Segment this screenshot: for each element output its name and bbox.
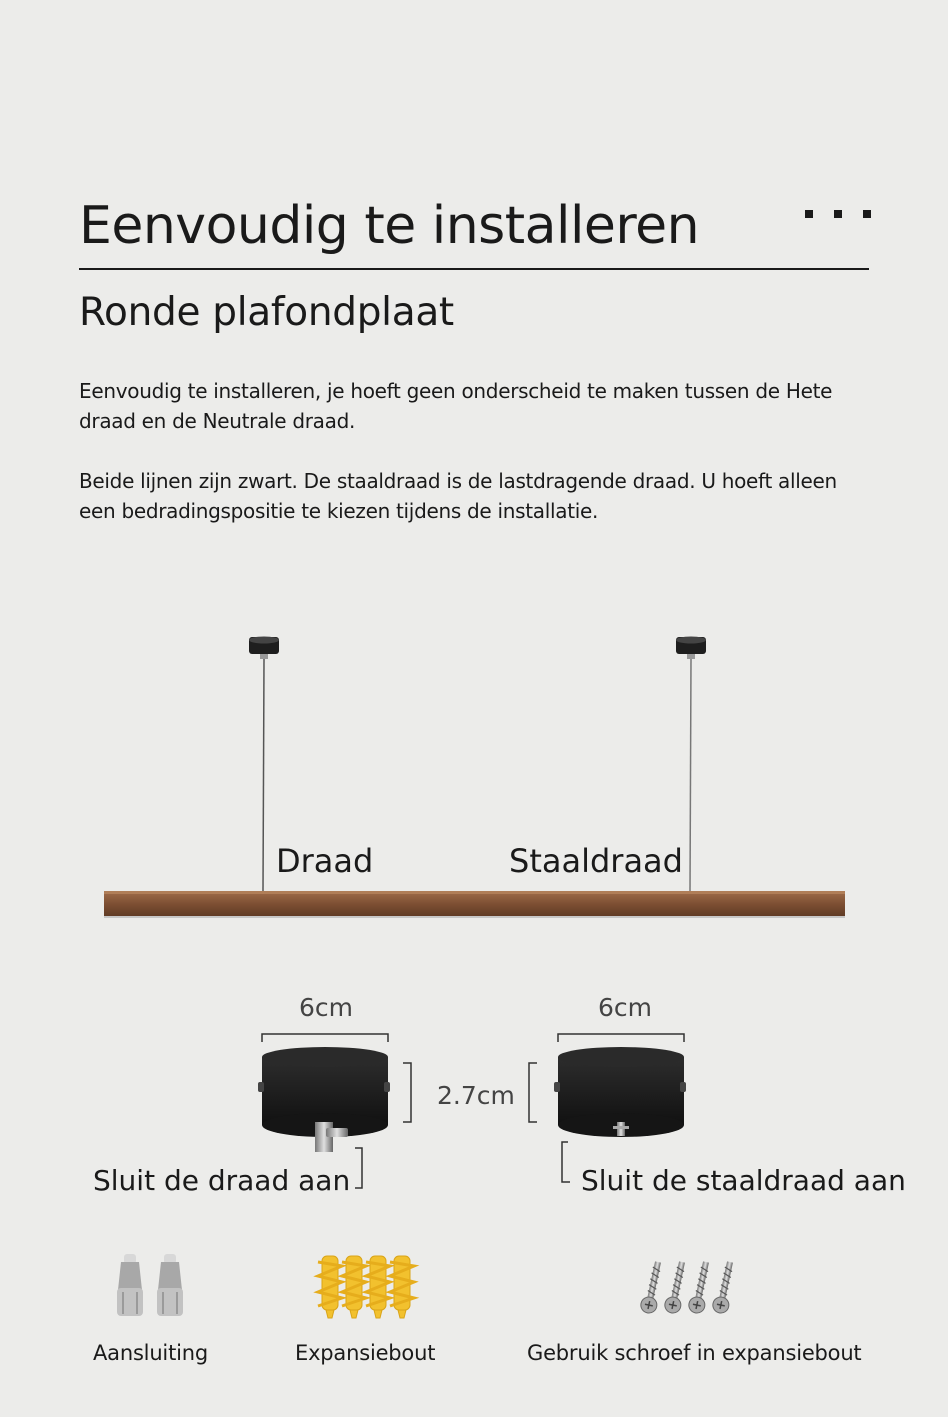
- intro-paragraph-1: Eenvoudig te installeren, je hoeft geen onderscheid te maken tussen de Hete draad en de Neutrale draad.: [79, 379, 833, 433]
- power-wire: [263, 659, 264, 892]
- screw-icon: [639, 1260, 737, 1314]
- right-caption-pointer: [562, 1142, 570, 1182]
- steel-wire: [690, 659, 691, 892]
- right-plate-caption: Sluit de staaldraad aan: [581, 1164, 906, 1197]
- left-width-bracket: [262, 1034, 388, 1042]
- draad-label: Draad: [276, 842, 374, 880]
- wire-connector-icon: [117, 1254, 183, 1316]
- right-plate-width: 6cm: [598, 993, 653, 1022]
- wood-lamp-bar: [104, 891, 845, 917]
- left-height-bracket: [403, 1063, 411, 1122]
- accessory-label-anchor: Expansiebout: [295, 1341, 436, 1365]
- ceiling-plate-right-icon: [554, 1047, 686, 1137]
- ceiling-cap-left-icon: [249, 637, 279, 660]
- accessory-label-connector: Aansluiting: [93, 1341, 208, 1365]
- ceiling-plate-left-icon: [258, 1047, 390, 1152]
- right-width-bracket: [558, 1034, 684, 1042]
- left-plate-caption: Sluit de draad aan: [93, 1164, 351, 1197]
- page-subtitle: Ronde plafondplaat: [79, 290, 454, 335]
- intro-paragraph-2: Beide lijnen zijn zwart. De staaldraad is de lastdragende draad. U hoeft alleen een bedradingspositie te kiezen tijdens de installatie.: [79, 469, 837, 523]
- expansion-anchor-icon: [318, 1256, 414, 1318]
- left-caption-pointer: [355, 1148, 362, 1188]
- accessory-label-screw: Gebruik schroef in expansiebout: [527, 1341, 862, 1365]
- ceiling-cap-right-icon: [676, 637, 706, 660]
- plate-height: 2.7cm: [437, 1081, 515, 1110]
- staaldraad-label: Staaldraad: [509, 842, 683, 880]
- right-height-bracket: [529, 1063, 537, 1122]
- left-plate-width: 6cm: [299, 993, 354, 1022]
- page-title: Eenvoudig te installeren: [79, 196, 700, 256]
